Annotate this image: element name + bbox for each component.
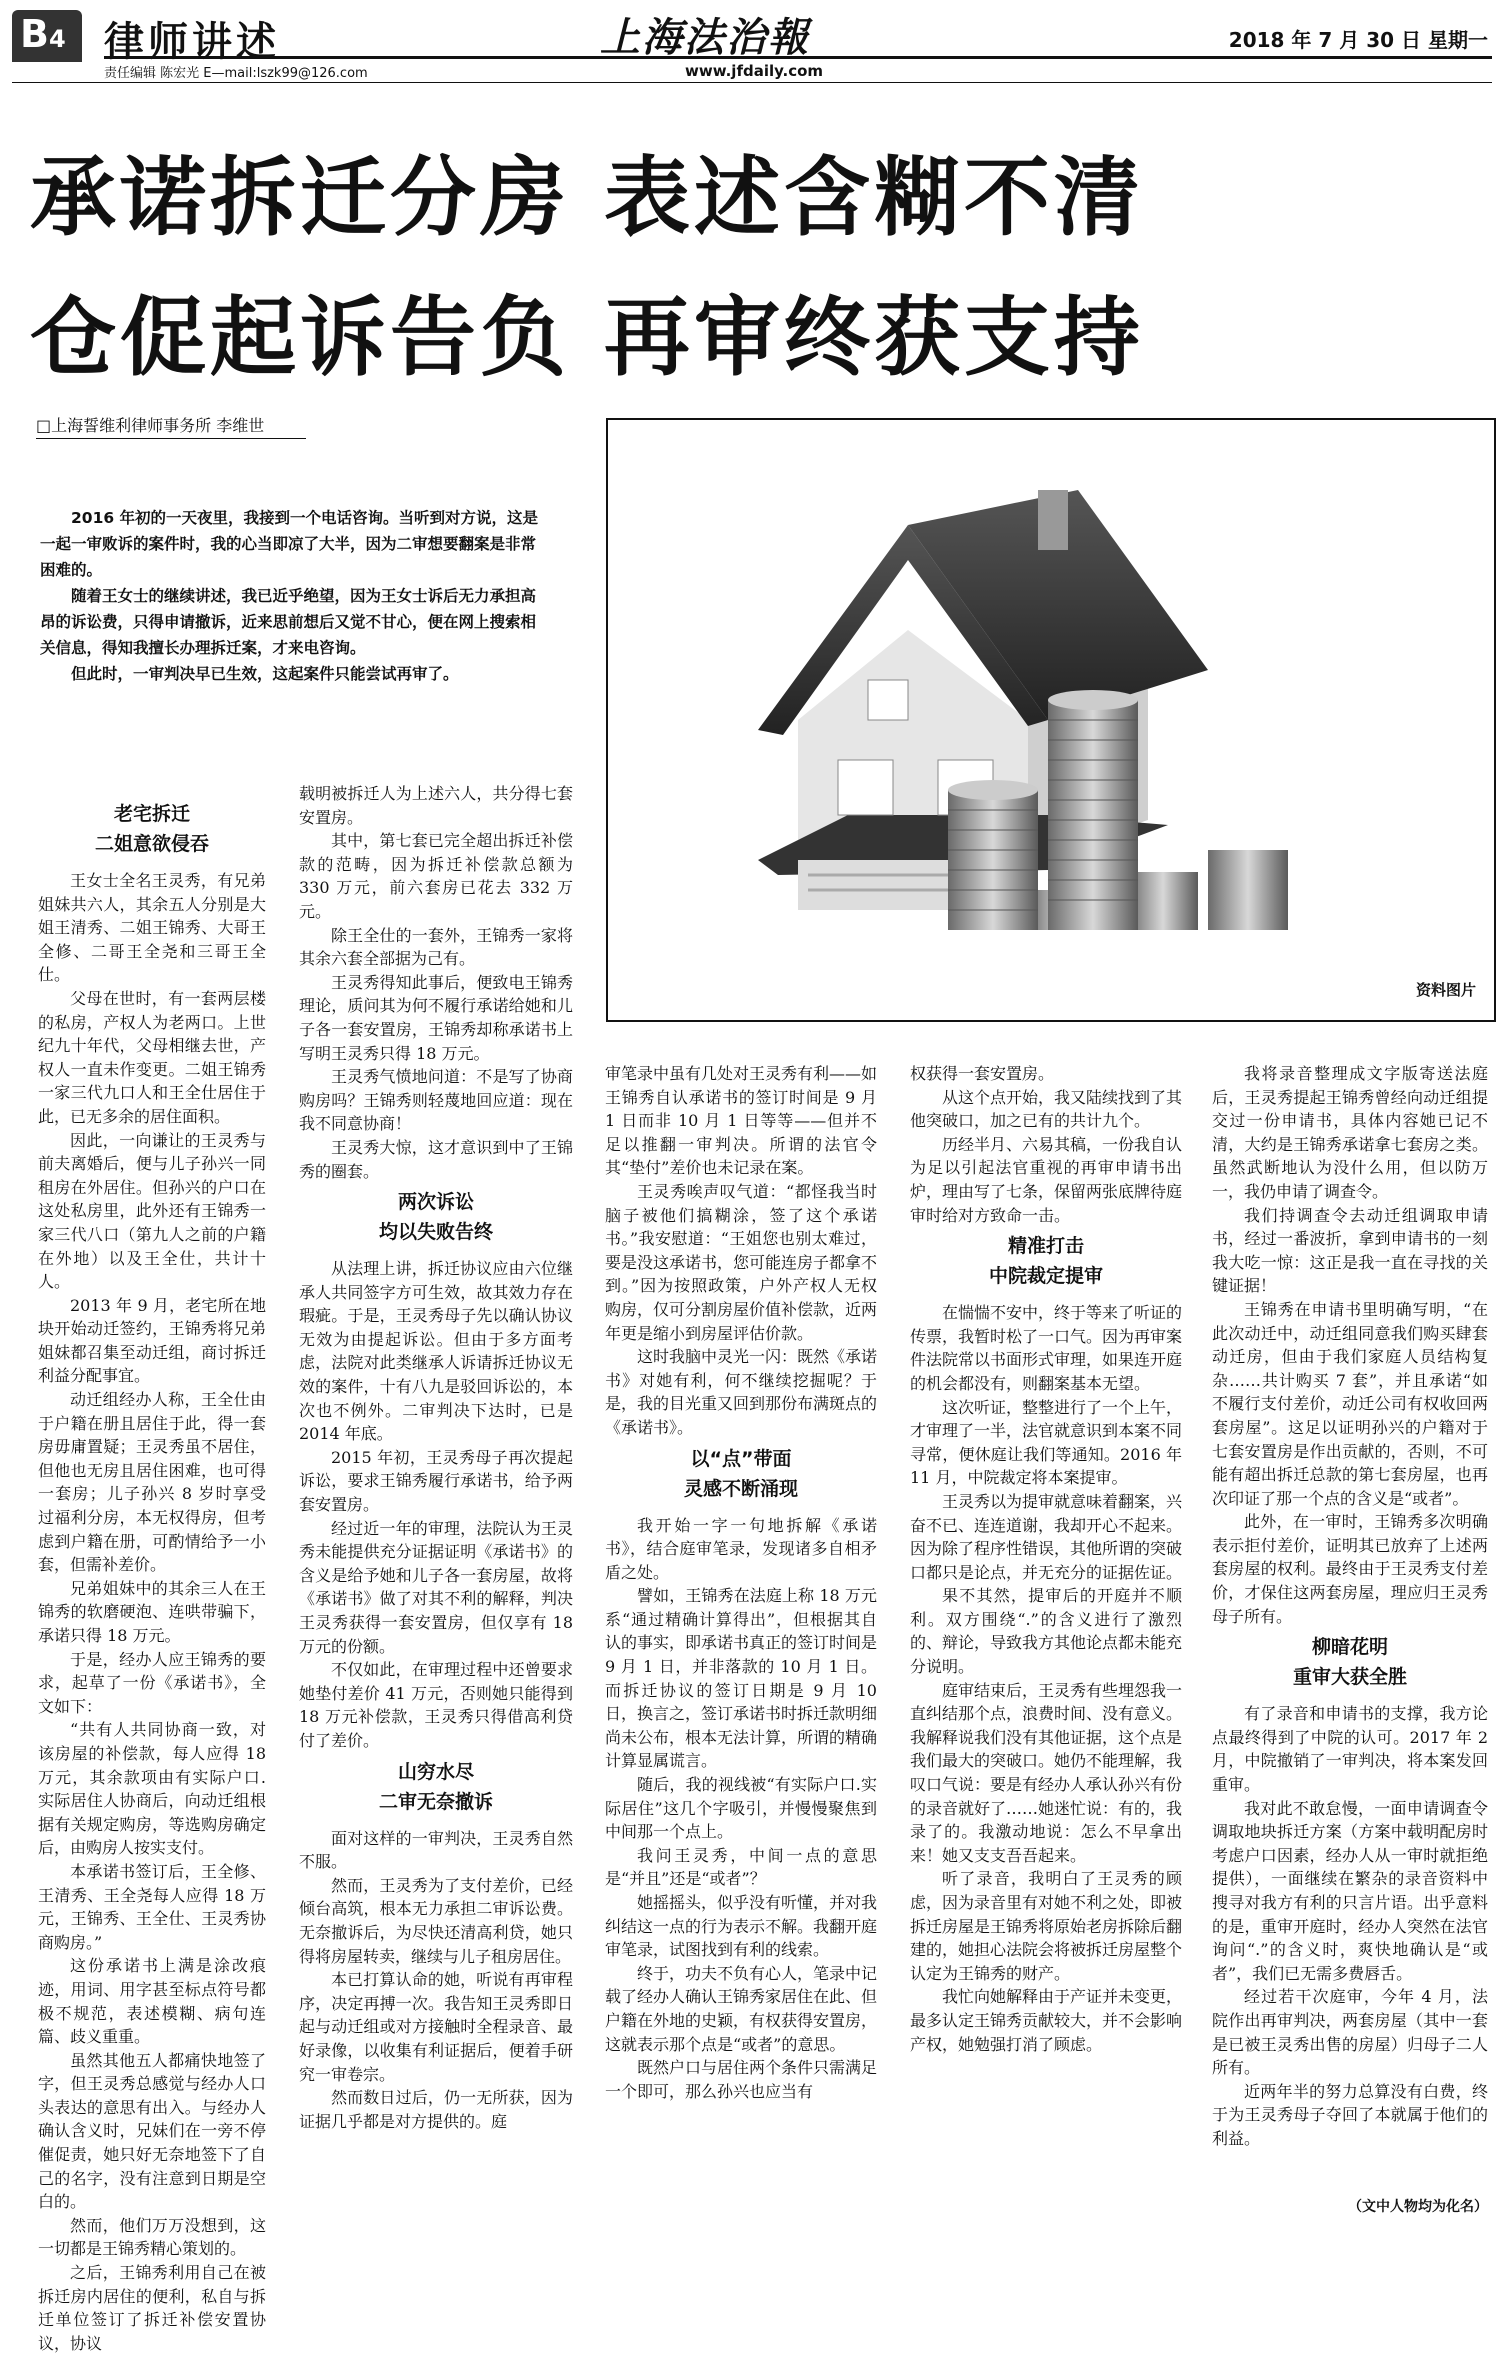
paragraph: 经过近一年的审理，法院认为王灵秀未能提供充分证据证明《承诺书》的含义是给予她和儿子各一套房屋，故将《承诺书》做了对其不利的解释，判决王灵秀获得一套安置房，但仅享有 18 万元的份额。 xyxy=(299,1518,573,1656)
article-column-2 xyxy=(299,782,573,2133)
paragraph: 除王全仕的一套外，王锦秀一家将其余六套全部据为己有。 xyxy=(299,925,573,969)
house-illustration xyxy=(608,420,1494,1020)
paragraph: 载明被拆迁人为上述六人，共分得七套安置房。 xyxy=(299,784,573,827)
lead-paragraph: 但此时，一审判决早已生效，这起案件只能尝试再审了。 xyxy=(71,665,459,683)
paragraph: 从这个点开始，我又陆续找到了其他突破口，加之已有的共计九个。 xyxy=(910,1087,1183,1131)
paragraph: 这时我脑中灵光一闪：既然《承诺书》对她有利，何不继续挖掘呢？于是，我的目光重又回到那份布满斑点的《承诺书》。 xyxy=(605,1347,878,1437)
headline-line-2: 仓促起诉告负 再审终获支持 xyxy=(30,288,1144,388)
paragraph: 不仅如此，在审理过程中还曾要求她垫付差价 41 万元，否则她只能得到 18 万元补偿款，王灵秀只得借高利贷付了差价。 xyxy=(299,1660,573,1750)
paragraph: 父母在世时，有一套两层楼的私房，产权人为老两口。上世纪九十年代，父母相继去世，产权人一直未作变更。二姐王锦秀一家三代九口人和王全仕居住于此，已无多余的居住面积。 xyxy=(38,988,266,1126)
article-column-4 xyxy=(910,1062,1182,2056)
newspaper-header xyxy=(0,0,1500,84)
house-and-coins-photo xyxy=(606,418,1496,1022)
paragraph: 兄弟姐妹中的其余三人在王锦秀的软磨硬泡、连哄带骗下，承诺只得 18 万元。 xyxy=(38,1578,266,1645)
paragraph: 2015 年初，王灵秀母子再次提起诉讼，要求王锦秀履行承诺书，给予两套安置房。 xyxy=(299,1447,573,1515)
paragraph: 之后，王锦秀利用自己在被拆迁房内居住的便利，私自与拆迁单位签订了拆迁补偿安置协议，协议 xyxy=(38,2263,266,2353)
paragraph: “共有人共同协商一致，对该房屋的补偿款，每人应得 18 万元，其余款项由有实际户口.实际居住人协商后，向动迁组根据有关规定购房，等选购房确定后，由购房人按实支付。 xyxy=(38,1720,266,1858)
website-link[interactable]: www.jfdaily.com xyxy=(685,62,824,80)
paragraph: 然而，王灵秀为了支付差价，已经倾台高筑，根本无力承担二审诉讼费。无奈撤诉后，为尽快还清高利贷，她只得将房屋转卖，继续与儿子租房居住。 xyxy=(299,1875,573,1966)
paragraph: 我将录音整理成文字版寄送法庭后，王灵秀提起王锦秀曾经向动迁组提交过一份申请书，具体内容她已记不清，大约是王锦秀承诺拿七套房之类。虽然武断地认为没什么用，但以防万一，我仍申请了调查令。 xyxy=(1212,1064,1488,1201)
subheading: 以“点”带面 灵感不断涌现 xyxy=(683,1447,798,1500)
paragraph: 终于，功夫不负有心人，笔录中记载了经办人确认王锦秀家居住在此、但户籍在外地的史颖，有权获得安置房，这就表示那个点是“或者”的意思。 xyxy=(605,1963,878,2054)
masthead-logo: 上海法治報 xyxy=(600,14,810,61)
lead-paragraphs xyxy=(40,505,540,687)
paragraph: 这份承诺书上满是涂改痕迹，用词、用字甚至标点符号都极不规范，表述模糊、病句连篇、歧义重重。 xyxy=(38,1956,266,2047)
paragraph: 我们持调查令去动迁组调取申请书，经过一番波折，拿到申请书的一刻我大吃一惊：这正是我一直在寻找的关键证据！ xyxy=(1212,1205,1488,1296)
article-column-5 xyxy=(1212,1062,1488,2151)
page-number: 4 xyxy=(48,25,66,53)
subheading: 两次诉讼 均以失败告终 xyxy=(378,1191,493,1244)
paragraph: 其中，第七套已完全超出拆迁补偿款的范畴，因为拆迁补偿款总额为 330 万元，前六套房已花去 332 万元。 xyxy=(299,831,573,921)
paragraph: 在惴惴不安中，终于等来了听证的传票，我暂时松了一口气。因为再审案件法院常以书面形式审理，如果连开庭的机会都没有，则翻案基本无望。 xyxy=(910,1303,1183,1393)
paragraph: 听了录音，我明白了王灵秀的顾虑，因为录音里有对她不利之处，即被拆迁房屋是王锦秀将原始老房拆除后翻建的，她担心法院会将被拆迁房屋整个认定为王锦秀的财产。 xyxy=(910,1869,1183,1983)
paragraph: 王灵秀得知此事后，便致电王锦秀理论，质问其为何不履行承诺给她和儿子各一套安置房，王锦秀却称承诺书上写明王灵秀只得 18 万元。 xyxy=(299,972,573,1063)
photo-caption: 资料图片 xyxy=(1415,981,1476,999)
paragraph: 于是，经办人应王锦秀的要求，起草了一份《承诺书》，全文如下： xyxy=(38,1649,266,1716)
paragraph: 她摇摇头，似乎没有听懂，并对我纠结这一点的行为表示不解。我翻开庭审笔录，试图找到有利的线索。 xyxy=(605,1893,878,1960)
page-badge: B4 xyxy=(12,10,82,66)
paragraph: 本已打算认命的她，听说有再审程序，决定再搏一次。我告知王灵秀即日起与动迁组或对方接触时全程录音、最好录像，以收集有利证据后，便着手研究一审卷宗。 xyxy=(299,1970,573,2084)
paragraph: 近两年半的努力总算没有白费，终于为王灵秀母子夺回了本就属于他们的利益。 xyxy=(1212,2081,1488,2148)
section-title: 律师讲述 xyxy=(104,19,280,65)
paragraph: 历经半月、六易其稿，一份我自认为足以引起法官重视的再审申请书出炉，理由写了七条，保留两张底牌待庭审时给对方致命一击。 xyxy=(910,1134,1183,1225)
paragraph: 王灵秀以为提审就意味着翻案，兴奋不已、连连道谢，我却开心不起来。因为除了程序性错误，其他所谓的突破口都只是论点，并无充分的证据佐证。 xyxy=(910,1491,1183,1582)
subheading: 柳暗花明 重审大获全胜 xyxy=(1292,1636,1407,1689)
paragraph: 此外，在一审时，王锦秀多次明确表示拒付差价，证明其已放弃了上述两套房屋的权利。最终由于王灵秀支付差价，才保住这两套房屋，理应归王灵秀母子所有。 xyxy=(1212,1512,1488,1626)
paragraph: 2013 年 9 月，老宅所在地块开始动迁签约，王锦秀将兄弟姐妹都召集至动迁组，商讨拆迁利益分配事宜。 xyxy=(38,1295,266,1386)
paragraph: 然而数日过后，仍一无所获，因为证据几乎都是对方提供的。庭 xyxy=(299,2088,573,2131)
paragraph: 我忙向她解释由于产证并未变更，最多认定王锦秀贡献较大，并不会影响产权，她勉强打消了顾虑。 xyxy=(910,1987,1183,2054)
subheading: 老宅拆迁 二姐意欲侵吞 xyxy=(94,803,209,855)
paragraph: 然而，他们万万没想到，这一切都是王锦秀精心策划的。 xyxy=(38,2215,266,2259)
subheading: 山穷水尽 二审无奈撤诉 xyxy=(378,1760,493,1813)
article-column-1 xyxy=(38,795,266,2355)
paragraph: 随后，我的视线被“有实际户口.实际居住”这几个字吸引，并慢慢聚焦到中间那一个点上。 xyxy=(605,1775,877,1842)
lead-paragraph: 2016 年初的一天夜里，我接到一个电话咨询。当听到对方说，这是一起一审败诉的案件时，我的心当即凉了大半，因为二审想要翻案是非常困难的。 xyxy=(40,509,539,579)
paragraph: 我问王灵秀，中间一点的意思是“并且”还是“或者”？ xyxy=(605,1845,877,1889)
paragraph: 果不其然，提审后的开庭并不顺利。双方围绕“.”的含义进行了激烈的、辩论，导致我方其他论点都未能充分说明。 xyxy=(910,1586,1183,1677)
issue-date: 2018 年 7 月 30 日 星期一 xyxy=(1228,28,1488,52)
paragraph: 王灵秀大惊，这才意识到中了王锦秀的圈套。 xyxy=(299,1137,573,1181)
paragraph: 王灵秀气愤地问道：不是写了协商购房吗？王锦秀则轻蔑地回应道：现在我不同意协商！ xyxy=(299,1067,573,1134)
article-column-3 xyxy=(605,1062,877,2103)
paragraph: 因此，一向谦让的王灵秀与前夫离婚后，便与儿子孙兴一同租房在外居住。但孙兴的户口在这处私房里，此外还有王锦秀一家三代八口（第九人之前的户籍在外地）以及王全仕，共计十人。 xyxy=(38,1130,266,1292)
paragraph: 面对这样的一审判决，王灵秀自然不服。 xyxy=(299,1828,573,1872)
byline: □上海誓维利律师事务所 李维世 xyxy=(36,416,265,435)
paragraph: 这次听证，整整进行了一个上午，才审理了一半，法官就意识到本案不同寻常，便休庭让我们等通知。2016 年 11 月，中院裁定将本案提审。 xyxy=(910,1397,1183,1488)
paragraph: 庭审结束后，王灵秀有些埋怨我一直纠结那个点，浪费时间、没有意义。我解释说我们没有其他证据，这个点是我们最大的突破口。她仍不能理解，我叹口气说：要是有经办人承认孙兴有份的录音就好了……她迷忙说：有的，我录了的。我激动地说：怎么不早拿出来！她又支支吾吾起来。 xyxy=(910,1680,1183,1865)
paragraph: 本承诺书签订后，王全修、王清秀、王全尧每人应得 18 万元，王锦秀、王全仕、王灵秀协商购房。” xyxy=(38,1861,266,1952)
paragraph: 王女士全名王灵秀，有兄弟姐妹共六人，其余五人分别是大姐王清秀、二姐王锦秀、大哥王全修、二哥王全尧和三哥王全仕。 xyxy=(38,871,266,985)
paragraph: 譬如，王锦秀在法庭上称 18 万元系“通过精确计算得出”，但根据其自认的事实，即承诺书真正的签订时间是 9 月 1 日，并非落款的 10 月 1 日。而拆迁协议的签订日期是 9 月 10 日，换言之，签订承诺书时拆迁款明细尚未公布，根本无法计算，所谓的精确计算显属谎言。 xyxy=(605,1586,878,1771)
paragraph: 我开始一字一句地拆解《承诺书》，结合庭审笔录，发现诸多自相矛盾之处。 xyxy=(605,1515,877,1582)
paragraph: 我对此不敢怠慢，一面申请调查令调取地块拆迁方案（方案中载明配房时考虑户口因素，经办人从一审时就拒绝提供），一面继续在繁杂的录音资料中搜寻对我方有利的只言片语。出乎意料的是，重审开庭时，经办人突然在法官询问“.”的含义时，爽快地确认是“或者”，我们已无需多费唇舌。 xyxy=(1212,1798,1488,1983)
subheading: 精准打击 中院裁定提审 xyxy=(988,1235,1103,1288)
paragraph: 从法理上讲，拆迁协议应由六位继承人共同签字方可生效，故其效力存在瑕疵。于是，王灵秀母子先以确认协议无效为由提起诉讼。但由于多方面考虑，法院对此类继承人诉请拆迁协议无效的案件，十有八九是驳回诉讼的，本次也不例外。二审判决下达时，已是 2014 年底。 xyxy=(299,1259,573,1444)
lead-paragraph: 随着王女士的继续讲述，我已近乎绝望，因为王女士诉后无力承担高昂的诉讼费，只得申请撤诉，近来思前想后又觉不甘心，便在网上搜索相关信息，得知我擅长办理拆迁案，才来电咨询。 xyxy=(40,587,537,657)
paragraph: 虽然其他五人都痛快地签了字，但王灵秀总感觉与经办人口头表达的意思有出入。与经办人确认含义时，兄妹们在一旁不停催促责，她只好无奈地签下了自己的名字，没有注意到日期是空白的。 xyxy=(38,2050,266,2212)
paragraph: 既然户口与居住两个条件只需满足一个即可，那么孙兴也应当有 xyxy=(605,2058,878,2101)
paragraph: 权获得一套安置房。 xyxy=(910,1064,1055,1083)
paragraph: 经过若干次庭审，今年 4 月，法院作出再审判决，两套房屋（其中一套是已被王灵秀出售的房屋）归母子二人所有。 xyxy=(1212,1987,1488,2078)
headline-line-1: 承诺拆迁分房 表述含糊不清 xyxy=(30,148,1144,248)
paragraph: 审笔录中虽有几处对王灵秀有利——如王锦秀自认承诺书的签订时间是 9 月 1 日而非 10 月 1 日等等——但并不足以推翻一审判决。所谓的法官令其“垫付”差价也未记录在案。 xyxy=(605,1064,878,1178)
editors-line: 责任编辑 陈宏光 E—mail:lszk99@126.com xyxy=(104,66,368,81)
footnote: （文中人物均为化名） xyxy=(1348,2199,1488,2215)
paragraph: 王锦秀在申请书里明确写明，“在此次动迁中，动迁组同意我们购买肆套动迁房，但由于我们家庭人员结构复杂……共计购买 7 套”，并且承诺“如不履行支付差价，动迁公司有权收回两套房屋”。这足以证明孙兴的户籍对于七套安置房是作出贡献的，否则，不可能有超出拆迁总款的第七套房屋，也再次印证了那一个点的含义是“或者”。 xyxy=(1212,1299,1488,1508)
paragraph: 王灵秀唉声叹气道：“都怪我当时脑子被他们搞糊涂，签了这个承诺书。”我安慰道：“王姐您也别太难过，要是没这承诺书，您可能连房子都拿不到。”因为按照政策，户外产权人无权购房，仅可分割房屋价值补偿款，近两年更是缩小到房屋评估价款。 xyxy=(605,1181,878,1343)
paragraph: 动迁组经办人称，王全仕由于户籍在册且居住于此，得一套房毋庸置疑；王灵秀虽不居住，但他也无房且居住困难，也可得一套房；儿子孙兴 8 岁时享受过福利分房，本无权得房，但考虑到户籍在册，可酌情给予一小套，但需补差价。 xyxy=(38,1390,266,1575)
paragraph: 有了录音和申请书的支撑，我方论点最终得到了中院的认可。2017 年 2 月，中院撤销了一审判决，将本案发回重审。 xyxy=(1212,1704,1488,1795)
